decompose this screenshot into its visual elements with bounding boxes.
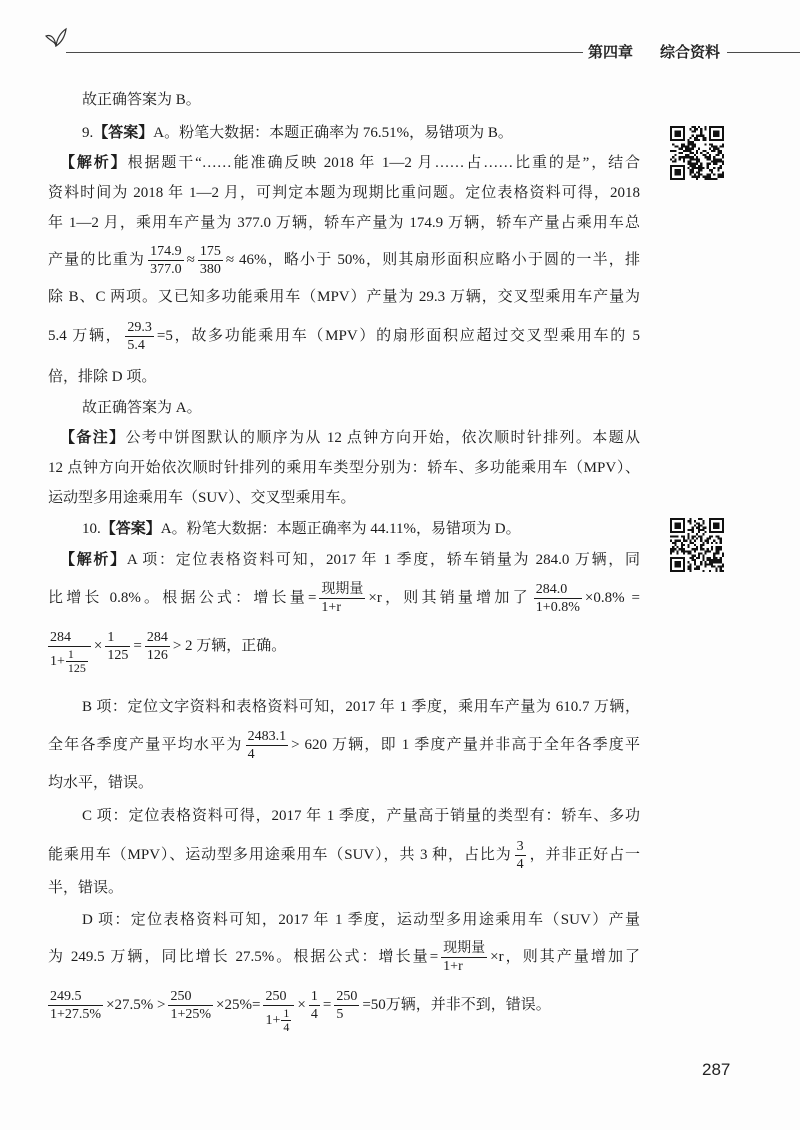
body-text: A 项：定位表格资料可知，2017 年 1 季度，轿车销量为 284.0 万辆，同	[126, 552, 640, 568]
numerator: 现期量	[443, 941, 486, 956]
header-rule-right	[727, 52, 800, 53]
text-line	[48, 876, 640, 900]
text-line	[48, 211, 640, 235]
analysis-line	[48, 548, 640, 572]
text-line	[48, 804, 640, 828]
question-number: 10.	[82, 521, 101, 537]
formula-line	[48, 940, 640, 975]
denominator	[263, 1005, 294, 1034]
body-text: 产量的比重为	[48, 252, 146, 268]
body-text: B 项：定位文字资料和表格资料可知，2017 年 1 季度，乘用车产量为 610.7 万辆，	[82, 699, 640, 715]
numerator: 1	[107, 630, 115, 645]
page-number: 287	[702, 1060, 731, 1079]
text-line	[48, 181, 640, 205]
formula-line	[48, 581, 640, 616]
body-text: D 项：定位表格资料可知，2017 年 1 季度，运动型多用途乘用车（SUV）产量	[82, 912, 640, 928]
body-text: =	[322, 997, 332, 1013]
analysis-tag: 【解析】	[60, 155, 128, 171]
denominator: 377.0	[150, 262, 182, 277]
denominator-prefix: 1+	[265, 1013, 281, 1028]
body-text: 根据题干“……能准确反映 2018 年 1—2 月……占……比重的是”，结合	[127, 155, 640, 171]
answer-line	[48, 121, 640, 145]
denominator: 1+0.8%	[535, 600, 580, 615]
body-text: 为 249.5 万辆，同比增长 27.5%。根据公式：增长量=	[48, 949, 439, 965]
body-text: ×	[93, 638, 103, 654]
question-number: 9.	[82, 125, 94, 141]
body-text: ×r，则其产量增加了	[490, 949, 640, 965]
numerator: 250	[336, 989, 358, 1004]
body-text: > 620 万辆，即 1 季度产量并非高于全年各季度平	[291, 737, 640, 753]
denominator: 125	[107, 648, 129, 663]
numerator: 249.5	[50, 989, 82, 1004]
fraction	[168, 988, 213, 1023]
numerator: 250	[170, 989, 192, 1004]
body-text: 5.4 万辆，	[48, 328, 123, 344]
answer-tag: 【答案】	[100, 521, 161, 537]
fraction	[48, 988, 103, 1023]
fraction	[334, 988, 359, 1023]
body-text: 除 B、C 两项。又已知多功能乘用车（MPV）产量为 29.3 万辆，交叉型乘用车产量为	[48, 289, 640, 305]
numerator: 现期量	[321, 582, 364, 597]
text-line	[48, 456, 640, 480]
qr-modules	[670, 126, 724, 180]
body-text: ×0.8% =	[584, 590, 640, 606]
denominator: 4	[310, 1007, 318, 1022]
analysis-line	[48, 151, 640, 175]
numerator: 175	[199, 244, 221, 259]
body-text: 比增长 0.8%。根据公式：增长量=	[48, 590, 317, 606]
fraction	[309, 988, 320, 1023]
fraction	[319, 581, 365, 616]
body-text: > 2 万辆，正确。	[172, 638, 287, 654]
body-text: A。粉笔大数据：本题正确率为 44.11%，易错项为 D。	[160, 521, 521, 537]
fraction	[66, 648, 88, 675]
note-line	[48, 426, 640, 450]
body-text: 均水平，错误。	[48, 775, 154, 791]
text-line	[48, 285, 640, 309]
text-line	[48, 695, 640, 719]
text-line	[48, 908, 640, 932]
formula-line	[48, 838, 640, 873]
text-line	[48, 771, 640, 795]
body-text: A。粉笔大数据：本题正确率为 76.51%，易错项为 B。	[153, 125, 513, 141]
fraction	[148, 243, 184, 278]
numerator: 250	[265, 989, 287, 1004]
denominator: 4	[516, 857, 524, 872]
numerator: 3	[516, 839, 524, 854]
body-text: ≈	[186, 252, 195, 268]
answer-line	[48, 517, 640, 541]
body-text: 半，错误。	[48, 880, 124, 896]
fraction	[441, 940, 487, 975]
formula-line	[48, 728, 640, 763]
body-text: 故正确答案为 B。	[82, 92, 201, 108]
text-line	[48, 365, 640, 389]
body-text: =5，故多功能乘用车（MPV）的扇形面积应超过交叉型乘用车的 5	[156, 328, 640, 344]
body-text: 12 点钟方向开始依次顺时针排列的乘用车类型分别为：轿车、多功能乘用车（MPV）、	[48, 460, 640, 476]
numerator: 284	[146, 630, 168, 645]
header-rule-left	[66, 52, 583, 53]
body-text: =	[133, 638, 142, 654]
nested-fraction	[263, 988, 294, 1034]
formula-line	[48, 988, 640, 1034]
denominator	[48, 646, 91, 675]
section-title: 综合资料	[660, 45, 721, 61]
body-text: 公考中饼图默认的顺序为从 12 点钟方向开始，依次顺时针排列。本题从	[125, 430, 640, 446]
text-line	[48, 396, 640, 420]
text-line	[48, 486, 640, 510]
denominator: 4	[283, 1020, 290, 1034]
formula-line	[48, 629, 640, 675]
denominator: 5	[334, 1005, 359, 1023]
fraction	[145, 629, 170, 664]
body-text: 资料时间为 2018 年 1—2 月，可判定本题为现期比重问题。定位表格资料可得，2018	[48, 185, 640, 201]
body-text: ≈ 46%，略小于 50%，则其扇形面积应略小于圆的一半，排	[225, 252, 640, 268]
body-text: ，并非正好占一	[528, 847, 640, 863]
body-text: ×27.5% >	[106, 997, 166, 1013]
note-tag: 【备注】	[60, 430, 126, 446]
text-line	[48, 88, 640, 112]
fraction	[515, 838, 526, 873]
denominator: 5.4	[125, 336, 154, 354]
fraction	[281, 1007, 291, 1034]
body-text: 倍，排除 D 项。	[48, 369, 157, 385]
numerator: 284.0	[535, 582, 568, 597]
fraction	[105, 629, 130, 664]
formula-line	[48, 243, 640, 278]
numerator: 2483.1	[247, 729, 287, 744]
leaf-icon	[44, 27, 68, 47]
analysis-tag: 【解析】	[60, 552, 127, 568]
body-text: =50万辆，并非不到，错误。	[362, 997, 551, 1013]
numerator: 1	[283, 1006, 290, 1020]
qr-code	[670, 518, 724, 572]
fraction	[246, 728, 289, 763]
answer-tag: 【答案】	[93, 125, 154, 141]
qr-modules	[670, 518, 724, 572]
numerator: 29.3	[127, 320, 152, 335]
fraction	[534, 581, 582, 616]
denominator: 1+r	[441, 957, 487, 975]
chapter-label: 第四章	[588, 45, 634, 61]
denominator: 4	[246, 745, 289, 763]
body-text: 运动型多用途乘用车（SUV）、交叉型乘用车。	[48, 490, 356, 506]
nested-fraction	[48, 629, 91, 675]
denominator: 126	[146, 648, 168, 663]
numerator: 174.9	[150, 244, 182, 259]
fraction	[125, 319, 154, 354]
numerator: 284	[50, 630, 71, 645]
body-text: ×25%=	[216, 997, 261, 1013]
denominator: 125	[67, 661, 86, 675]
body-text: 年 1—2 月，乘用车产量为 377.0 万辆，轿车产量为 174.9 万辆，轿车产量占乘用车总	[48, 215, 640, 231]
denominator: 1+r	[319, 598, 365, 616]
body-text: ×r，则其销量增加了	[368, 590, 531, 606]
denominator: 380	[199, 262, 221, 277]
formula-line	[48, 319, 640, 354]
qr-code	[670, 126, 724, 180]
denominator: 1+25%	[170, 1007, 212, 1022]
body-text: 能乘用车（MPV）、运动型多用途乘用车（SUV），共 3 种，占比为	[48, 847, 512, 863]
numerator: 1	[67, 647, 74, 661]
fraction	[198, 243, 223, 278]
denominator: 1+27.5%	[50, 1007, 102, 1022]
body-text: ×	[297, 997, 306, 1013]
body-text: C 项：定位表格资料可得，2017 年 1 季度，产量高于销量的类型有：轿车、多功	[82, 808, 640, 824]
body-text: 故正确答案为 A。	[82, 400, 202, 416]
numerator: 1	[310, 989, 318, 1004]
body-text: 全年各季度产量平均水平为	[48, 737, 243, 753]
denominator-prefix: 1+	[50, 654, 65, 669]
